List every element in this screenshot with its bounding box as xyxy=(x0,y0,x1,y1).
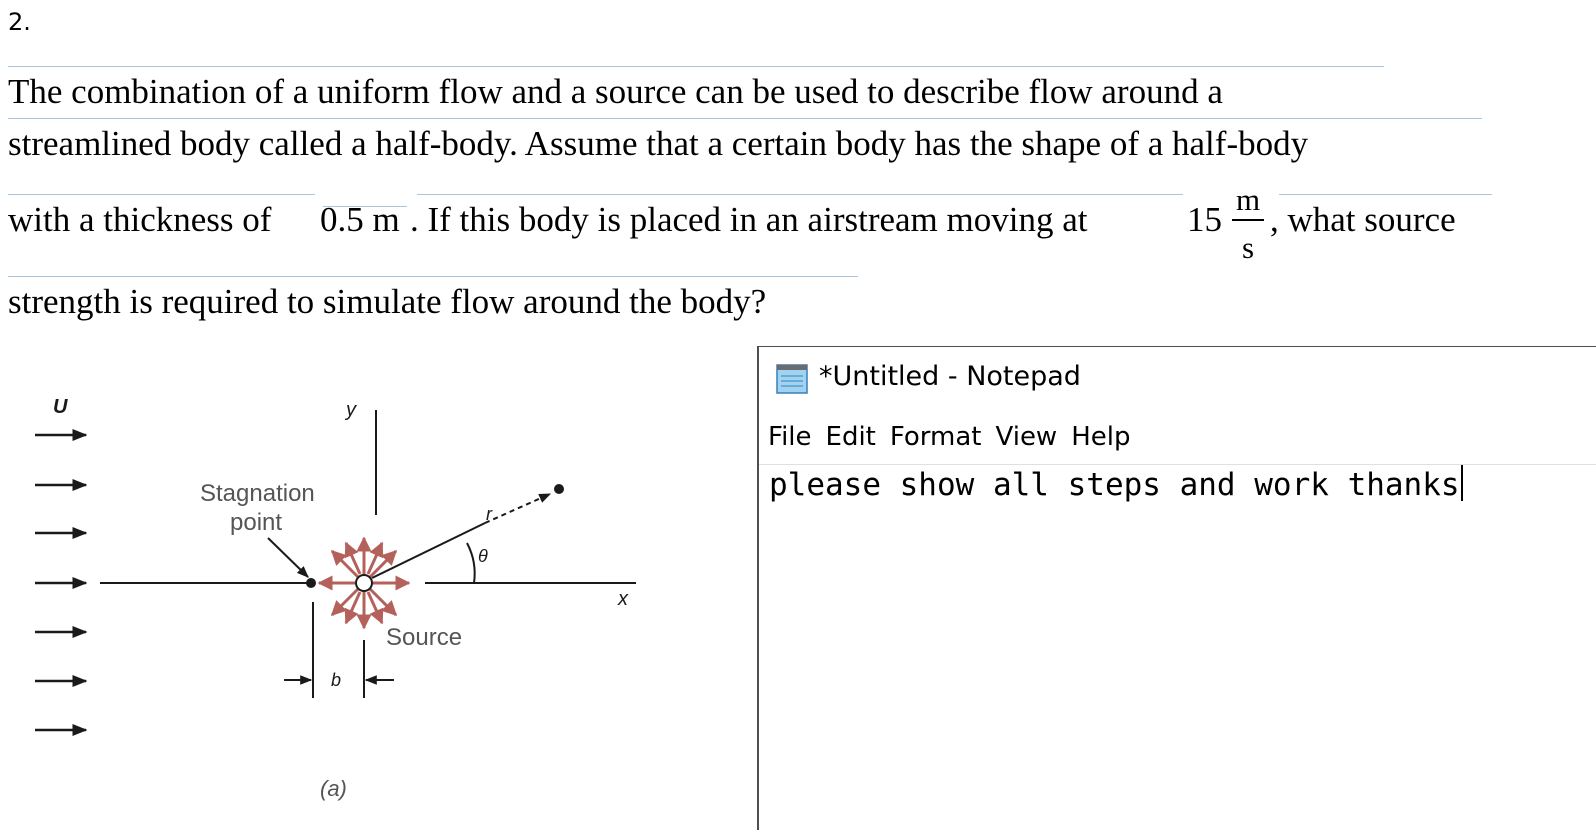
source-label: Source xyxy=(386,624,463,651)
menu-file[interactable]: File xyxy=(768,422,812,452)
r-label: r xyxy=(486,504,492,524)
notepad-title: *Untitled - Notepad xyxy=(819,361,1081,392)
question-line-2: streamlined body called a half-body. Assume that a certain body has the shape of a half-body xyxy=(8,124,1309,163)
question-line-1: The combination of a uniform flow and a source can be used to describe flow around a xyxy=(8,72,1223,111)
thickness-value: 0.5 m xyxy=(320,200,400,239)
b-label: b xyxy=(331,670,342,690)
unit-denominator: s xyxy=(1241,230,1255,265)
stagnation-pointer xyxy=(268,538,308,577)
text-underline xyxy=(417,194,1183,195)
half-body-figure xyxy=(0,380,720,829)
text-caret xyxy=(1461,465,1463,501)
question-line-3c: , what source xyxy=(1270,200,1456,239)
notepad-text-area[interactable] xyxy=(759,465,1596,830)
text-underline xyxy=(8,118,1482,119)
stagnation-label-2: point xyxy=(230,509,283,536)
figure-caption: (a) xyxy=(320,776,347,801)
stagnation-label-1: Stagnation xyxy=(200,480,315,507)
y-label: y xyxy=(346,399,356,421)
r-line-dashed xyxy=(485,494,550,523)
menu-help[interactable]: Help xyxy=(1071,422,1131,452)
source-point xyxy=(356,575,372,591)
question-number: 2. xyxy=(8,8,31,36)
flow-diagram xyxy=(0,380,720,829)
theta-label: θ xyxy=(478,546,488,566)
r-line xyxy=(372,523,485,578)
question-line-3a: with a thickness of xyxy=(8,200,272,239)
text-underline xyxy=(8,276,858,277)
theta-arc xyxy=(467,543,475,583)
notepad-content: please show all steps and work thanks xyxy=(769,467,1460,503)
question-line-3b: . If this body is placed in an airstream moving at xyxy=(410,200,1088,239)
question-line-4: strength is required to simulate flow around the body? xyxy=(8,282,767,321)
menu-edit[interactable]: Edit xyxy=(825,422,876,452)
notepad-icon xyxy=(775,361,811,395)
x-label: x xyxy=(618,588,628,610)
text-underline xyxy=(1279,194,1492,195)
menu-view[interactable]: View xyxy=(995,422,1058,452)
stagnation-point xyxy=(306,578,316,588)
unit-numerator: m xyxy=(1235,182,1261,217)
notepad-content-line xyxy=(769,465,1463,503)
menu-format[interactable]: Format xyxy=(889,422,982,452)
u-label: U xyxy=(53,396,68,418)
text-underline xyxy=(8,194,315,195)
uniform-flow-arrows xyxy=(35,435,86,730)
field-point xyxy=(554,484,564,494)
notepad-window[interactable] xyxy=(757,346,1596,830)
notepad-menu-bar xyxy=(768,422,1130,452)
fraction-bar xyxy=(1232,219,1264,221)
velocity-value: 15 xyxy=(1187,200,1222,239)
text-underline xyxy=(8,66,1384,67)
